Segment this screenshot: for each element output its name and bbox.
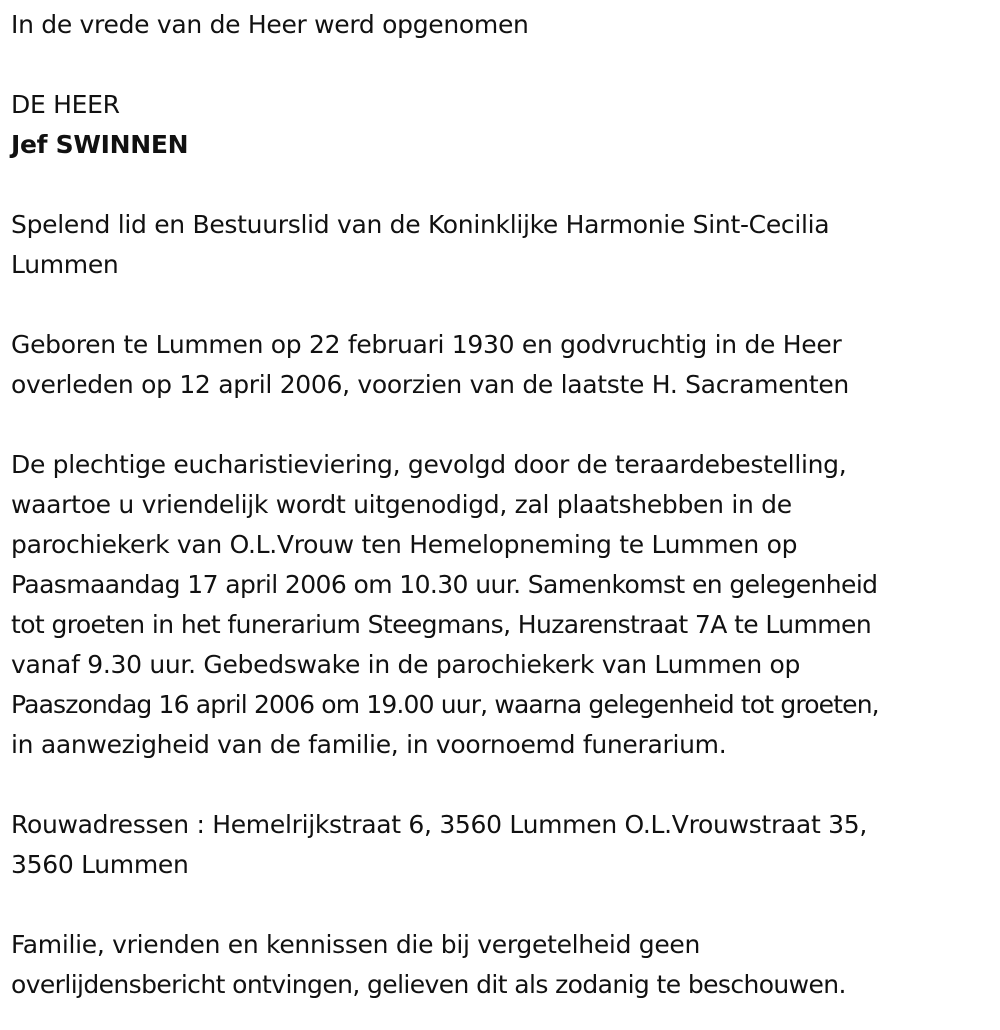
addresses-paragraph	[11, 805, 996, 885]
spacer	[11, 405, 996, 445]
ceremony-line: in aanwezigheid van de familie, in voornoemd funerarium.	[11, 730, 727, 759]
title-line: DE HEER	[11, 90, 120, 119]
birth-death-line: overleden op 12 april 2006, voorzien van de laatste H. Sacramenten	[11, 370, 849, 399]
deceased-name: Jef SWINNEN	[11, 130, 189, 159]
ceremony-line: parochiekerk van O.L.Vrouw ten Hemelopneming te Lummen op	[11, 530, 798, 559]
ceremony-line: waartoe u vriendelijk wordt uitgenodigd, zal plaatshebben in de	[11, 490, 792, 519]
ceremony-line: Paasmaandag 17 april 2006 om 10.30 uur. Samenkomst en gelegenheid	[11, 570, 878, 599]
spacer	[11, 45, 996, 85]
intro-line: In de vrede van de Heer werd opgenomen	[11, 10, 529, 39]
address-line: 3560 Lummen	[11, 850, 189, 879]
spacer	[11, 165, 996, 205]
closing-line: overlijdensbericht ontvingen, gelieven dit als zodanig te beschouwen.	[11, 970, 846, 999]
ceremony-line: tot groeten in het funerarium Steegmans, Huzarenstraat 7A te Lummen	[11, 610, 872, 639]
closing-paragraph	[11, 925, 996, 1005]
spacer	[11, 285, 996, 325]
ceremony-line: De plechtige eucharistieviering, gevolgd door de teraardebestelling,	[11, 450, 847, 479]
address-line: Rouwadressen : Hemelrijkstraat 6, 3560 Lummen O.L.Vrouwstraat 35,	[11, 810, 867, 839]
obituary-notice	[11, 5, 996, 1005]
ceremony-paragraph	[11, 445, 996, 765]
spacer	[11, 765, 996, 805]
closing-line: Familie, vrienden en kennissen die bij vergetelheid geen	[11, 930, 701, 959]
membership-line: Lummen	[11, 250, 119, 279]
birth-death-line: Geboren te Lummen op 22 februari 1930 en godvruchtig in de Heer	[11, 330, 842, 359]
ceremony-line: vanaf 9.30 uur. Gebedswake in de parochiekerk van Lummen op	[11, 650, 801, 679]
birth-death-paragraph	[11, 325, 996, 405]
spacer	[11, 885, 996, 925]
membership-line: Spelend lid en Bestuurslid van de Koninklijke Harmonie Sint-Cecilia	[11, 210, 830, 239]
ceremony-line: Paaszondag 16 april 2006 om 19.00 uur, waarna gelegenheid tot groeten,	[11, 690, 879, 719]
membership-paragraph	[11, 205, 996, 285]
